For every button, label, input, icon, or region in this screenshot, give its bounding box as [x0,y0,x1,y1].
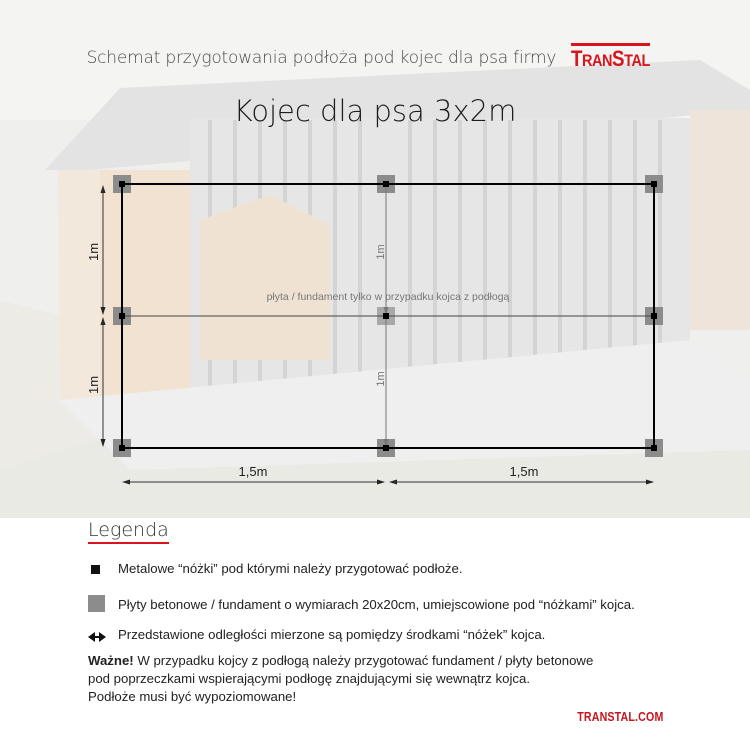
dim-bottom-left-label: 1,5m [238,464,268,479]
gray-square-icon [88,595,105,612]
notes-bold-prefix: Ważne! [88,653,134,668]
legend-title: Legenda [88,519,169,544]
footer-website: TRANSTAL.COM [576,710,663,724]
header-subtitle: Schemat przygotowania podłoża pod kojec dla psa firmy [86,48,557,68]
important-notes: Ważne! W przypadku kojcy z podłogą należy przygotować fundament / płyty betonowe pod poprzeczkami wspierającymi podłogę znajdującymi się wewnątrz kojca. Podłoże musi być wypoziomowane! [88,653,594,704]
legend: Legenda Metalowe “nóżki” pod którymi należy przygotować podłoże. Płyty betonowe / fundament o wymiarach 20x20cm, umiejscowione pod “nóżkami” kojca. Przedstawione odległości mierzone są pomiędzy środkami “nóżek” kojca. [88,519,169,544]
black-square-icon [91,565,100,574]
dim-left-top-label: 1m [86,242,101,262]
dim-bottom-right-label: 1,5m [509,464,539,479]
dim-center-top-label: 1m [375,244,387,260]
page-title: Kojec dla psa 3x2m [233,94,517,128]
dim-center-bottom-label: 1m [375,371,387,387]
double-arrow-icon [88,630,106,645]
brand-logo: TRANSTAL [570,46,650,71]
dim-left-bottom-label: 1m [86,375,101,395]
floor-slab-note: płyta / fundament tylko w przypadku kojca z podłogą [266,291,510,303]
